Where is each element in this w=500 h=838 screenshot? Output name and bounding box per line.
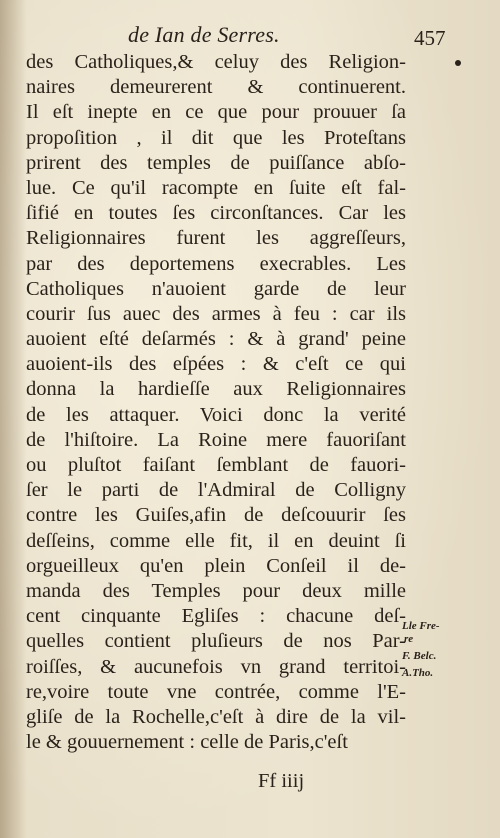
- text-line: par des deportemens execrables. Les: [26, 252, 406, 275]
- margin-notes: [402, 620, 462, 680]
- text-line: ſer le parti de l'Admiral de Colligny: [26, 479, 406, 502]
- page-number: 457: [414, 26, 446, 50]
- text-line: gliſe de la Rochelle,c'eſt à dire de la vil-: [26, 705, 406, 728]
- text-line: Religionnaires furent les aggreſſeurs,: [26, 227, 406, 250]
- text-line: orgueilleux qu'en plein Conſeil il de-: [26, 554, 406, 577]
- text-line: des Catholiques,& celuy des Religion-: [26, 51, 406, 73]
- text-line: donna la hardieſſe aux Religionnaires: [26, 378, 406, 401]
- text-line: ſifié en toutes ſes circonſtances. Car les: [26, 202, 406, 225]
- text-line: deſſeins, comme elle fit, il en deuint ſi: [26, 529, 406, 552]
- text-line: Catholiques n'auoient garde de leur: [26, 277, 406, 300]
- text-line: ou pluſtot faiſant ſemblant de fauori-: [26, 454, 406, 476]
- text-line: courir ſus auec des armes à feu : car ils: [26, 302, 406, 325]
- text-line: auoient-ils des eſpées : & c'eſt ce qui: [26, 353, 406, 376]
- text-line: le & gouuernement : celle de Paris,c'eſt: [26, 731, 348, 754]
- text-line: de l'hiſtoire. La Roine mere fauoriſant: [26, 428, 406, 451]
- margin-note: re: [404, 633, 414, 645]
- text-line: naires demeurerent & continuerent.: [26, 76, 406, 99]
- signature-mark: Ff iiij: [258, 770, 305, 792]
- text-line: propoſition , il dit que les Proteſtans: [26, 126, 406, 149]
- text-line: prirent des temples de puiſſance abſo-: [26, 151, 406, 174]
- text-line: auoient eſté deſarmés : & à grand' peine: [26, 328, 406, 351]
- text-line: roiſſes, & aucunefois vn grand territoi-: [26, 655, 406, 678]
- margin-note: A.Tho.: [402, 667, 434, 679]
- text-line: quelles contient pluſieurs de nos Par-: [26, 630, 406, 653]
- gutter-shadow: [0, 0, 26, 838]
- text-line: cent cinquante Egliſes : chacune deſ-: [26, 605, 406, 628]
- ink-speck: [455, 60, 461, 66]
- text-line: lue. Ce qu'il racompte en ſuite eſt fal-: [26, 176, 406, 199]
- body-text: [26, 50, 406, 755]
- running-head: de Ian de Serres.: [128, 22, 280, 47]
- text-line: Il eſt inepte en ce que pour prouuer ſa: [26, 101, 406, 124]
- text-line: de les attaquer. Voici donc la verité: [26, 403, 406, 426]
- text-line: contre les Guiſes,afin de deſcouurir ſes: [26, 504, 406, 527]
- margin-note: F. Belc.: [402, 650, 437, 662]
- margin-note: Lle Fre-: [402, 620, 440, 632]
- text-line: manda des Temples pour deux mille: [26, 579, 406, 602]
- text-line: re,voire toute vne contrée, comme l'E-: [26, 680, 406, 703]
